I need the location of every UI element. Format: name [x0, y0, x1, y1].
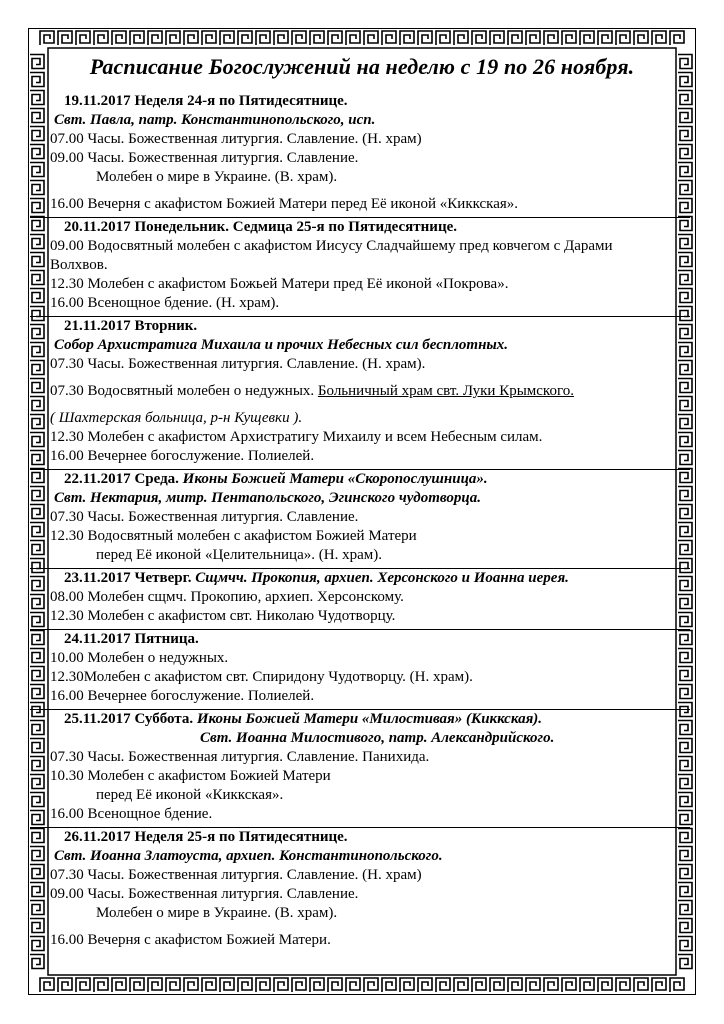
service-text: 12.30 Молебен с акафистом Божьей Матери пред Её иконой «Покрова». [50, 276, 509, 292]
spacer [50, 923, 670, 931]
day-title: Суббота. [130, 711, 197, 727]
day-date: 26.11.2017 [64, 829, 131, 845]
service-text: 16.00 Всенощное бдение. (Н. храм). [50, 295, 280, 311]
service-text: 09.00 Часы. Божественная литургия. Славление. [50, 150, 359, 166]
day-block [50, 316, 670, 466]
day-feast: Сщмчч. Прокопия, архиеп. Херсонского и Иоанна иерея. [195, 570, 569, 586]
day-heading [50, 828, 670, 847]
service-item [50, 130, 670, 149]
day-title: Понедельник. Седмица 25-я по Пятидесятнице. [130, 219, 457, 235]
service-item [50, 588, 670, 607]
service-text: 16.00 Всенощное бдение. [50, 806, 213, 822]
spacer [50, 187, 670, 195]
service-item [50, 607, 670, 626]
day-title: Вторник. [130, 318, 198, 334]
day-heading [50, 317, 670, 336]
service-text: 09.00 Водосвятный молебен с акафистом Иисусу Сладчайшему пред ковчегом с Дарами Волхвов. [50, 238, 613, 273]
service-text: 16.00 Вечерня с акафистом Божией Матери перед Её иконой «Киккская». [50, 196, 519, 212]
service-item [50, 527, 670, 546]
page-title: Расписание Богослужений на неделю с 19 по 26 ноября. [89, 54, 635, 79]
day-title: Среда. [130, 471, 183, 487]
day-block [50, 469, 670, 565]
service-item [50, 931, 670, 950]
service-text: Молебен о мире в Украине. (В. храм). [96, 169, 338, 185]
spacer [50, 401, 670, 409]
day-heading [50, 92, 670, 111]
service-item [50, 767, 670, 786]
service-item [50, 382, 670, 401]
service-item [50, 805, 670, 824]
service-item [50, 687, 670, 706]
service-text: 07.30 Часы. Божественная литургия. Славление. (Н. храм). [50, 356, 426, 372]
service-text: 10.00 Молебен о недужных. [50, 650, 229, 666]
day-saint: Свт. Иоанна Златоуста, архиеп. Константинопольского. [54, 848, 443, 864]
service-item [50, 866, 670, 885]
service-text: 10.30 Молебен с акафистом Божией Матери [50, 768, 331, 784]
service-item [50, 748, 670, 767]
service-text: 08.00 Молебен сщмч. Прокопию, архиеп. Херсонскому. [50, 589, 404, 605]
day-saint: Собор Архистратига Михаила и прочих Небесных сил бесплотных. [54, 337, 509, 353]
day-block [50, 217, 670, 313]
service-text: 16.00 Вечерня с акафистом Божией Матери. [50, 932, 331, 948]
day-date: 22.11.2017 [64, 471, 131, 487]
day-title: Четверг. [130, 570, 196, 586]
service-text: 16.00 Вечернее богослужение. Полиелей. [50, 448, 315, 464]
service-item [50, 649, 670, 668]
service-item [50, 428, 670, 447]
day-heading [50, 569, 670, 588]
service-text: 12.30 Молебен с акафистом свт. Николаю Чудотворцу. [50, 608, 396, 624]
service-item [50, 149, 670, 168]
service-text: 12.30 Водосвятный молебен с акафистом Божией Матери [50, 528, 417, 544]
service-item [50, 668, 670, 687]
day-heading [50, 710, 670, 729]
service-text: ( Шахтерская больница, р-н Кущевки ). [50, 410, 303, 426]
service-location-link: Больничный храм свт. Луки Крымского. [317, 383, 574, 399]
service-text: 07.30 Часы. Божественная литургия. Славление. [50, 509, 359, 525]
day-block [50, 827, 670, 950]
day-date: 20.11.2017 [64, 219, 131, 235]
service-text: 07.30 Водосвятный молебен о недужных. [50, 383, 318, 399]
day-saint: Свт. Иоанна Милостивого, патр. Александрийского. [200, 730, 555, 746]
day-feast: Иконы Божией Матери «Скоропослушница». [182, 471, 488, 487]
service-text: 07.30 Часы. Божественная литургия. Славление. Панихида. [50, 749, 430, 765]
day-heading [50, 630, 670, 649]
service-text: Молебен о мире в Украине. (В. храм). [96, 905, 338, 921]
day-date: 21.11.2017 [64, 318, 131, 334]
service-text: 07.30 Часы. Божественная литургия. Славление. (Н. храм) [50, 867, 422, 883]
day-block [50, 92, 670, 214]
day-title: Неделя 24-я по Пятидесятнице. [130, 93, 348, 109]
service-item [50, 409, 670, 428]
day-block [50, 568, 670, 626]
day-date: 23.11.2017 [64, 570, 131, 586]
service-text: 07.00 Часы. Божественная литургия. Славление. (Н. храм) [50, 131, 422, 147]
service-item [50, 786, 670, 805]
day-date: 19.11.2017 [64, 93, 131, 109]
service-text: 09.00 Часы. Божественная литургия. Славление. [50, 886, 359, 902]
day-block [50, 709, 670, 824]
service-text: перед Её иконой «Целительница». (Н. храм). [96, 547, 382, 563]
service-item [50, 508, 670, 527]
day-date: 25.11.2017 [64, 711, 131, 727]
service-item [50, 355, 670, 374]
service-item [50, 546, 670, 565]
service-item [50, 294, 670, 313]
service-text: 16.00 Вечернее богослужение. Полиелей. [50, 688, 315, 704]
service-item [50, 237, 670, 275]
service-item [50, 275, 670, 294]
day-date: 24.11.2017 [64, 631, 131, 647]
service-item [50, 904, 670, 923]
service-item [50, 168, 670, 187]
service-text: 12.30 Молебен с акафистом Архистратигу Михаилу и всем Небесным силам. [50, 429, 543, 445]
service-text: 12.30Молебен с акафистом свт. Спиридону Чудотворцу. (Н. храм). [50, 669, 473, 685]
schedule-content [50, 92, 670, 950]
day-saint: Свт. Нектария, митр. Пентапольского, Эгинского чудотворца. [54, 490, 482, 506]
day-feast: Иконы Божией Матери «Милостивая» (Киккская). [196, 711, 543, 727]
day-heading [50, 218, 670, 237]
day-title: Неделя 25-я по Пятидесятнице. [130, 829, 348, 845]
day-saint: Свт. Павла, патр. Константинопольского, исп. [54, 112, 376, 128]
service-item [50, 447, 670, 466]
spacer [50, 374, 670, 382]
day-block [50, 629, 670, 706]
service-text: перед Её иконой «Киккская». [96, 787, 284, 803]
day-title: Пятница. [130, 631, 199, 647]
service-item [50, 885, 670, 904]
service-item [50, 195, 670, 214]
day-heading [50, 470, 670, 489]
